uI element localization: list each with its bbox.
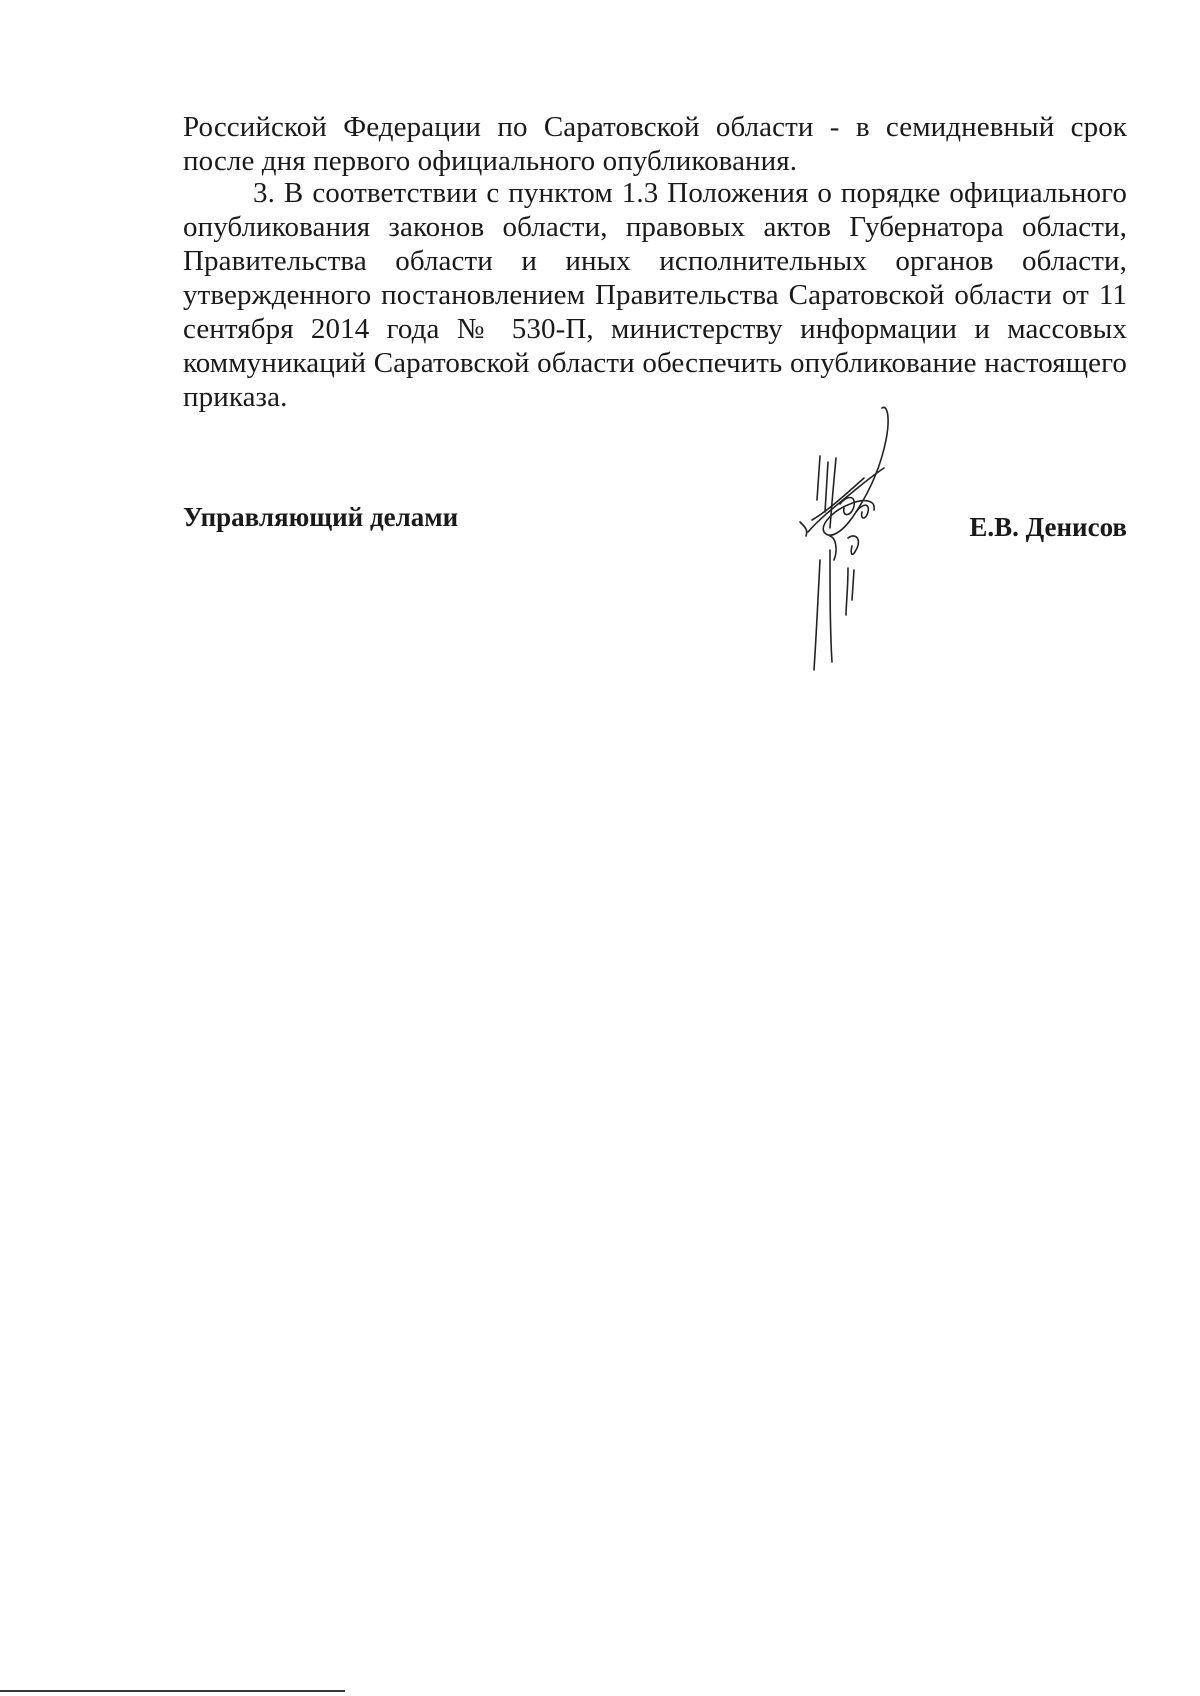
paragraph-3: 3. В соответствии с пунктом 1.3 Положения о порядке официального опубликования законов области, правовых актов Губернатора области, Правительства области и иных исполнительных органов области, утвержденного постановлением Правительства Саратовской области от 11 сентября 2014 года № 530-П, министерству информации и массовых коммуникаций Саратовской области обеспечить опубликование настоящего приказа. xyxy=(183,177,1127,413)
footer-rule xyxy=(0,1690,345,1692)
signature-block xyxy=(183,500,1127,540)
signer-title: Управляющий делами xyxy=(183,502,459,532)
handwritten-signature xyxy=(790,400,910,680)
signer-name: Е.В. Денисов xyxy=(969,512,1127,542)
paragraph-continued: Российской Федерации по Саратовской области - в семидневный срок после дня первого официального опубликования. xyxy=(183,111,1127,177)
